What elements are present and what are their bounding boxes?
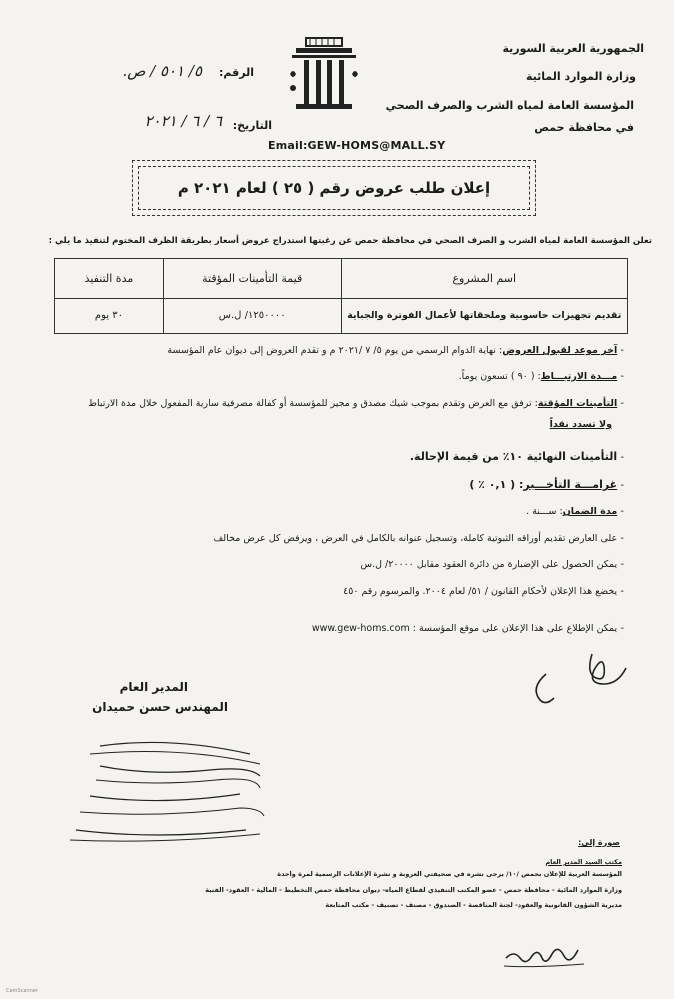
cell-duration: ٣٠ يوم bbox=[55, 298, 164, 333]
cc-heading: صورة إلى: bbox=[578, 838, 620, 847]
signature-scribble-icon bbox=[520, 648, 630, 708]
header-line-establishment: المؤسسة العامة لمياه الشرب والصرف الصحي bbox=[385, 99, 634, 112]
ref-value: ٥/ ٥٠١ / ص. bbox=[122, 62, 202, 80]
list-item: - على العارض تقديم أوراقه الثبوتية كاملة، وتسجيل عنوانه بالكامل في العرض ، ويرفض كل عرض مخالف bbox=[213, 533, 624, 544]
signature-name: المهندس حسن حميدان bbox=[92, 700, 228, 714]
date-value: ٦ / ٦ / ٢٠٢١ bbox=[144, 112, 222, 130]
cc-line: وزارة الموارد المائية - محافظة حمص - عضو المكتب التنفيذي لقطاع المياه- ديوان محافظة حمص التخطيط - المالية - العقود- الفنية bbox=[205, 886, 622, 894]
col-duration: مدة التنفيذ bbox=[55, 259, 164, 299]
initials-scribble-icon bbox=[500, 940, 590, 970]
list-item: - غرامـــة التأخـــير: ( ٠,١ ٪ ) bbox=[469, 478, 624, 491]
list-item: - مـــدة الارتبـــاط: ( ٩٠ ) تسعون يوماً. bbox=[458, 371, 624, 382]
list-item: - التأمينات المؤقتة: ترفق مع العرض وتقدم بموجب شيك مصدق و مجير للمؤسسة أو كفالة مصرفية سارية المفعول خلال مدة الارتباط bbox=[88, 398, 624, 409]
scanner-watermark: CamScanner bbox=[6, 988, 38, 994]
cc-line: المؤسسة العربية للإعلان بحمص /١٠/ يرجى نشره في صحيفتي العروبة و نشرة الإعلانات الرسمية لمرة واحدة bbox=[277, 870, 622, 878]
cell-insurance: ١٢٥٠٠٠٠/ ل.س bbox=[163, 298, 341, 333]
list-item: - يمكن الحصول على الإضبارة من دائرة العقود مقابل ٢٠٠٠٠/ ل.س bbox=[360, 559, 624, 570]
col-project-name: اسم المشروع bbox=[341, 259, 628, 299]
announcement-title: إعلان طلب عروض رقم ( ٢٥ ) لعام ٢٠٢١ م bbox=[138, 166, 530, 210]
offers-table bbox=[54, 258, 628, 334]
header-line-republic: الجمهورية العربية السورية bbox=[502, 42, 644, 55]
list-item: - التأمينات النهائية ١٠٪ من قيمة الإحالة. bbox=[409, 450, 624, 463]
cell-project: تقديم تجهيزات حاسوبية وملحقاتها لأعمال الفوترة والجباية bbox=[341, 298, 628, 333]
header-line-ministry: وزارة الموارد المائية bbox=[525, 70, 636, 83]
institution-logo-icon bbox=[282, 34, 366, 112]
list-item: - آخر موعد لقبول العروض: نهاية الدوام الرسمي من يوم ٥/ ٧ /٢٠٢١ م و تقدم العروض إلى ديوان عام المؤسسة bbox=[167, 345, 624, 356]
ref-label: الرقم: bbox=[219, 66, 254, 79]
list-item: ولا تسدد نقداً bbox=[549, 419, 612, 430]
col-temp-insurance: قيمة التأمينات المؤقتة bbox=[163, 259, 341, 299]
list-item: - مدة الضمان: ســـنة . bbox=[526, 506, 624, 517]
announcement-title-box bbox=[132, 160, 536, 216]
cc-line: مكتب السيد المدير العام bbox=[545, 858, 622, 866]
header-line-governorate: في محافظة حمص bbox=[534, 121, 634, 134]
email-address: Email:GEW-HOMS@MALL.SY bbox=[268, 139, 446, 152]
list-item: - يمكن الإطلاع على هذا الإعلان على موقع المؤسسة : www.gew-homs.com bbox=[311, 623, 624, 634]
signature-title: المدير العام bbox=[119, 680, 188, 694]
table-row bbox=[55, 298, 628, 333]
date-label: التاريخ: bbox=[232, 119, 272, 132]
stamp-scribble-icon bbox=[60, 736, 280, 846]
intro-paragraph: تعلن المؤسسة العامة لمياه الشرب و الصرف الصحي في محافظة حمص عن رغبتها استدراج عروض أسعار بطريقة الظرف المختوم لتنفيذ ما يلي : bbox=[48, 236, 652, 246]
list-item: - يخضع هذا الإعلان لأحكام القانون / ٥١/ لعام ٢٠٠٤. والمرسوم رقم ٤٥٠ bbox=[343, 586, 624, 597]
cc-line: مديرية الشؤون القانونية والعقود- لجنة المناقصة - الصندوق - مصنف - تصنيف - مكتب المتابعة bbox=[325, 901, 622, 909]
table-header-row bbox=[55, 259, 628, 299]
